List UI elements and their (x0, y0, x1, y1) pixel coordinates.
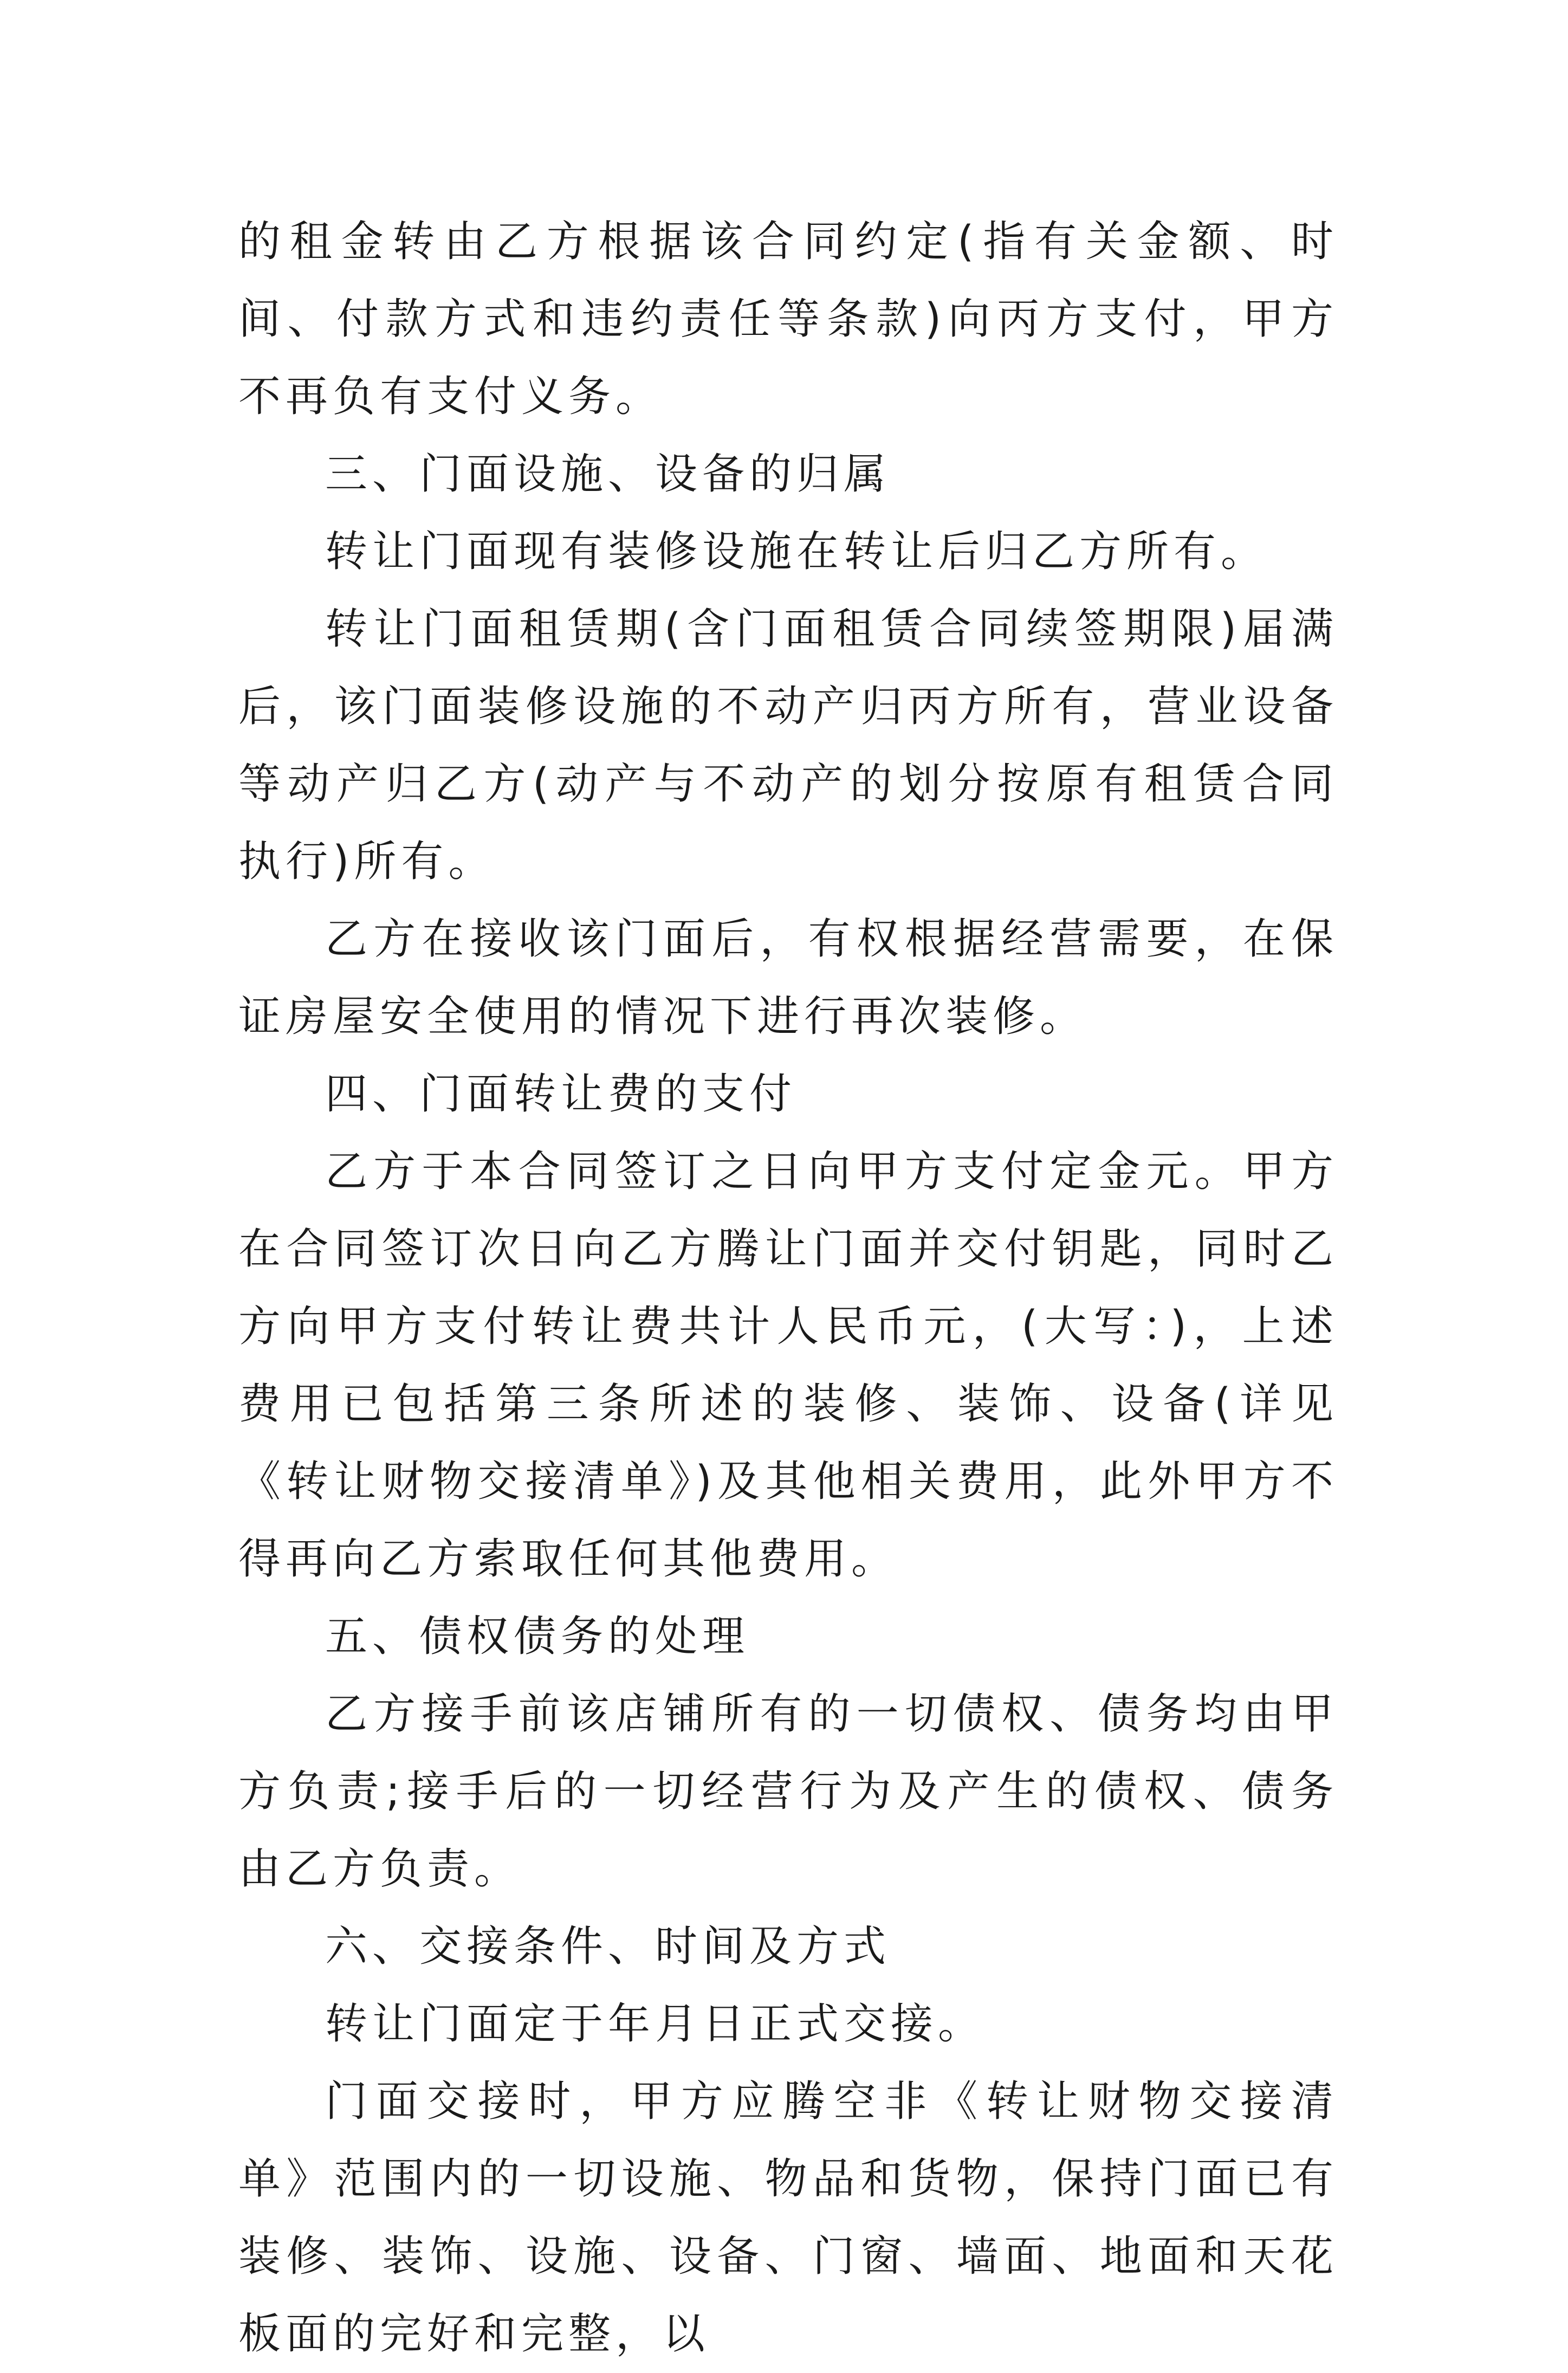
paragraph-transfer-fee: 乙方于本合同签订之日向甲方支付定金元。甲方在合同签订次日向乙方腾让门面并交付钥匙，同时乙方向甲方支付转让费共计人民币元，(大写：)，上述费用已包括第三条所述的装修、装饰、设备(详见《转让财物交接清单》)及其他相关费用，此外甲方不得再向乙方索取任何其他费用。 (238, 1147, 1338, 1583)
section-heading-debts: 五、债权债务的处理 (325, 1612, 750, 1661)
section-heading-facilities: 三、门面设施、设备的归属 (325, 450, 891, 499)
paragraph-facilities-ownership: 转让门面现有装修设施在转让后归乙方所有。 (325, 527, 1268, 576)
section-heading-handover: 六、交接条件、时间及方式 (325, 1922, 891, 1971)
section-heading-transfer-fee: 四、门面转让费的支付 (325, 1070, 797, 1118)
paragraph-debts: 乙方接手前该店铺所有的一切债权、债务均由甲方负责;接手后的一切经营行为及产生的债权、债务由乙方负责。 (238, 1690, 1338, 1893)
paragraph-handover-conditions: 门面交接时，甲方应腾空非《转让财物交接清单》范围内的一切设施、物品和货物，保持门面已有装修、装饰、设施、设备、门窗、墙面、地面和天花板面的完好和完整，以 (238, 2077, 1338, 2358)
paragraph-renovation-right: 乙方在接收该门面后，有权根据经营需要，在保证房屋安全使用的情况下进行再次装修。 (238, 915, 1338, 1041)
paragraph-handover-date: 转让门面定于年月日正式交接。 (325, 2000, 986, 2048)
document-body (238, 203, 1338, 2373)
paragraph-rent-payment-continued: 的租金转由乙方根据该合同约定(指有关金额、时间、付款方式和违约责任等条款)向丙方支付，甲方不再负有支付义务。 (238, 217, 1338, 421)
paragraph-lease-expiry: 转让门面租赁期(含门面租赁合同续签期限)届满后，该门面装修设施的不动产归丙方所有，营业设备等动产归乙方(动产与不动产的划分按原有租赁合同执行)所有。 (238, 605, 1338, 886)
